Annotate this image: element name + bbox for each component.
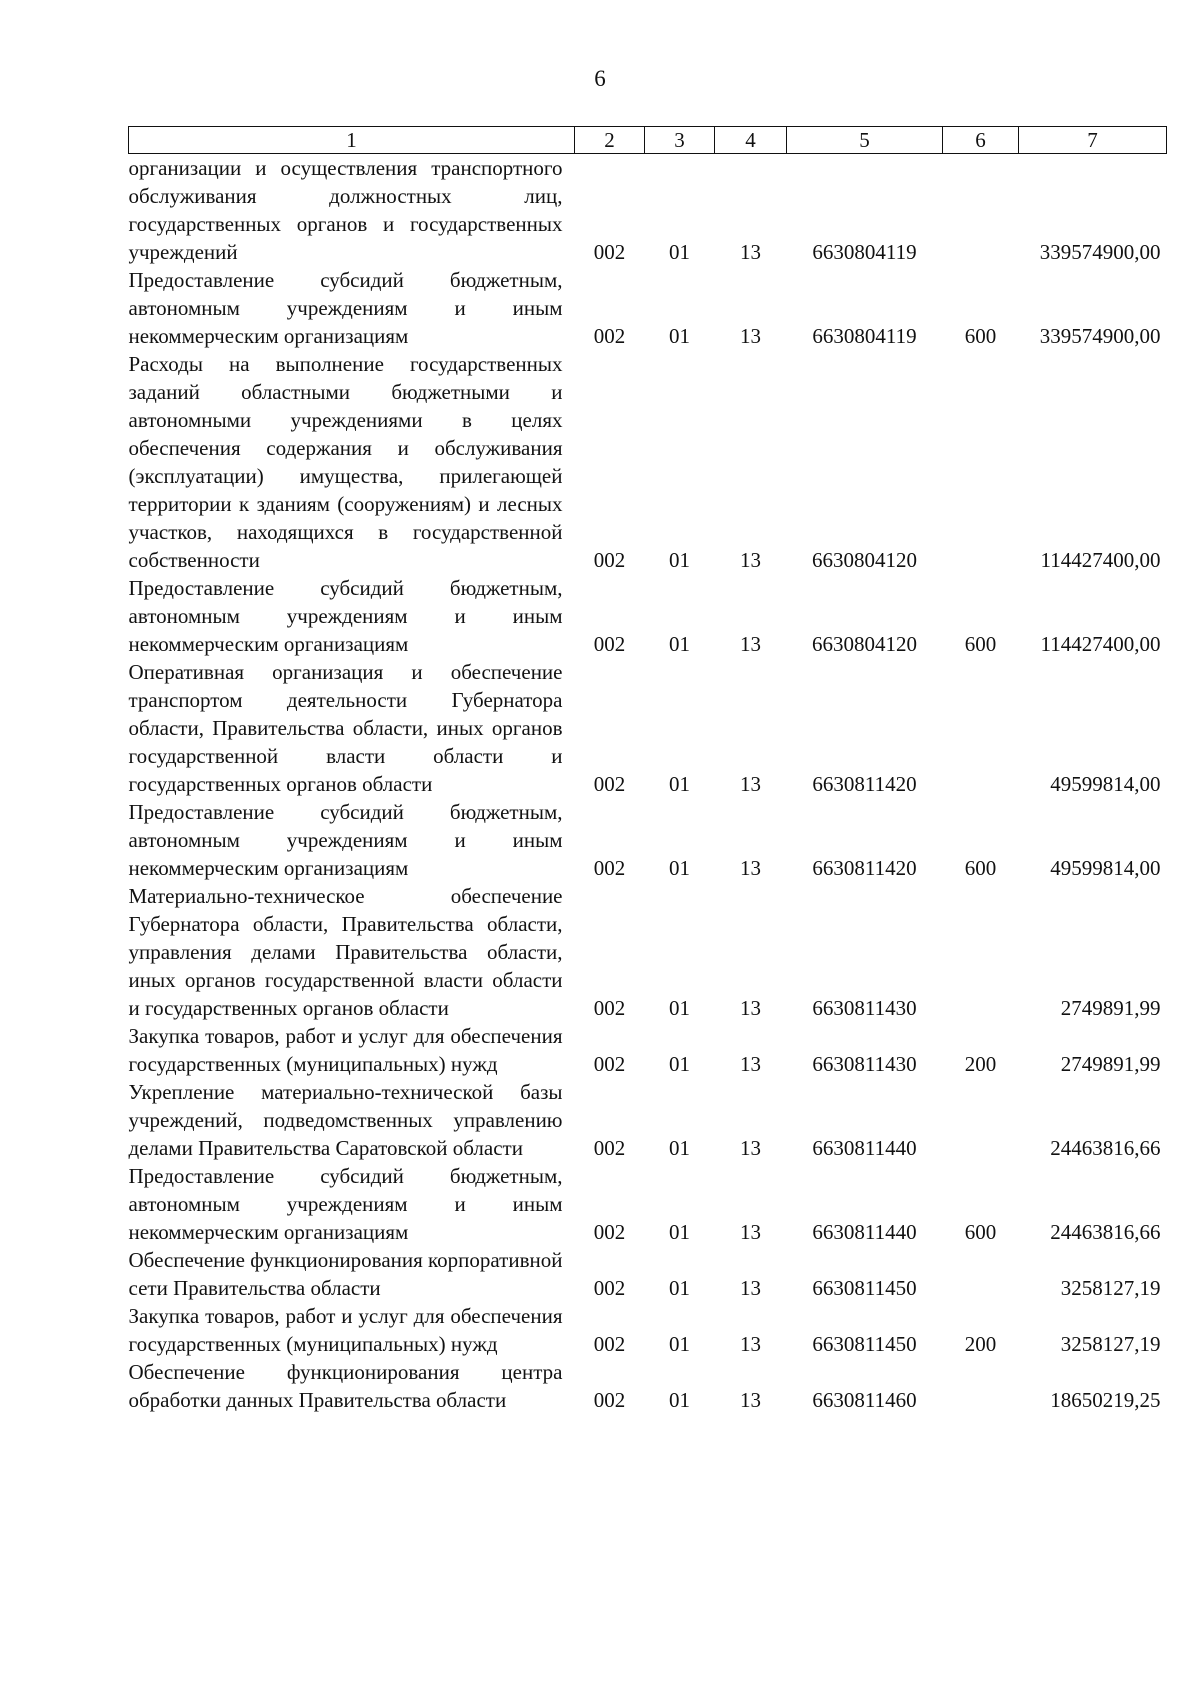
row-subsection-code: 13 (740, 1276, 761, 1300)
row-subsection-code: 13 (740, 1388, 761, 1412)
row-department-code: 002 (593, 1220, 626, 1244)
table-row (129, 1162, 1167, 1246)
row-target-article: 6630804119 (812, 240, 917, 264)
row-amount: 2749891,99 (1060, 1052, 1161, 1076)
table-row (129, 1078, 1167, 1162)
row-expense-type (943, 658, 1019, 798)
row-subsection-code: 13 (740, 1136, 761, 1160)
row-section-code: 01 (669, 996, 690, 1020)
row-target-article: 6630811440 (812, 1220, 917, 1244)
table-row (129, 798, 1167, 882)
row-amount: 2749891,99 (1060, 996, 1161, 1020)
table-row (129, 1302, 1167, 1358)
row-amount: 339574900,00 (1039, 324, 1161, 348)
row-section-code: 01 (669, 324, 690, 348)
row-subsection-code: 13 (740, 548, 761, 572)
row-target-article: 6630804120 (812, 548, 917, 572)
row-amount: 18650219,25 (1050, 1388, 1161, 1412)
row-target-article: 6630811440 (812, 1136, 917, 1160)
header-col-1: 1 (129, 127, 575, 154)
row-subsection-code: 13 (740, 1052, 761, 1076)
table-row (129, 882, 1167, 1022)
header-col-2: 2 (575, 127, 645, 154)
row-amount: 24463816,66 (1050, 1220, 1161, 1244)
row-target-article: 6630804119 (812, 324, 917, 348)
row-description: Обеспечение функционирования центра обработки данных Правительства области (128, 1360, 563, 1412)
row-expense-type (943, 154, 1019, 267)
row-target-article: 6630811450 (812, 1276, 917, 1300)
row-target-article: 6630811430 (812, 996, 917, 1020)
row-department-code: 002 (593, 1276, 626, 1300)
row-section-code: 01 (669, 1276, 690, 1300)
row-department-code: 002 (593, 1052, 626, 1076)
row-amount: 49599814,00 (1050, 856, 1161, 880)
row-section-code: 01 (669, 548, 690, 572)
row-expense-type (943, 1246, 1019, 1302)
row-description: Предоставление субсидий бюджетным, автономным учреждениям и иным некоммерческим организациям (128, 800, 563, 880)
row-subsection-code: 13 (740, 996, 761, 1020)
table-header (129, 127, 1167, 154)
row-expense-type: 600 (964, 632, 997, 656)
row-description: Предоставление субсидий бюджетным, автономным учреждениям и иным некоммерческим организациям (128, 268, 563, 348)
row-description: Оперативная организация и обеспечение транспортом деятельности Губернатора области, Правительства области, иных органов государственной власти области и государственных органов области (128, 660, 563, 796)
row-amount: 49599814,00 (1050, 772, 1161, 796)
row-department-code: 002 (593, 996, 626, 1020)
row-expense-type (943, 1358, 1019, 1414)
header-row (129, 127, 1167, 154)
header-col-4: 4 (715, 127, 787, 154)
row-section-code: 01 (669, 1220, 690, 1244)
row-subsection-code: 13 (740, 1220, 761, 1244)
row-subsection-code: 13 (740, 1332, 761, 1356)
table-row (129, 1022, 1167, 1078)
row-description: Предоставление субсидий бюджетным, автономным учреждениям и иным некоммерческим организациям (128, 1164, 563, 1244)
row-description: Закупка товаров, работ и услуг для обеспечения государственных (муниципальных) нужд (128, 1304, 563, 1356)
row-description: организации и осуществления транспортного обслуживания должностных лиц, государственных органов и государственных учреждений (128, 156, 563, 264)
budget-table (128, 126, 1167, 1414)
row-section-code: 01 (669, 240, 690, 264)
row-description: Закупка товаров, работ и услуг для обеспечения государственных (муниципальных) нужд (128, 1024, 563, 1076)
row-subsection-code: 13 (740, 240, 761, 264)
row-target-article: 6630811420 (812, 772, 917, 796)
row-expense-type: 200 (964, 1332, 997, 1356)
table-row (129, 266, 1167, 350)
row-department-code: 002 (593, 856, 626, 880)
header-col-6: 6 (943, 127, 1019, 154)
row-expense-type (943, 350, 1019, 574)
row-section-code: 01 (669, 632, 690, 656)
row-department-code: 002 (593, 548, 626, 572)
header-col-5: 5 (787, 127, 943, 154)
page-number: 6 (594, 66, 606, 91)
row-amount: 24463816,66 (1050, 1136, 1161, 1160)
row-target-article: 6630811420 (812, 856, 917, 880)
row-expense-type: 600 (964, 1220, 997, 1244)
row-target-article: 6630811460 (812, 1388, 917, 1412)
row-section-code: 01 (669, 1388, 690, 1412)
row-target-article: 6630804120 (812, 632, 917, 656)
row-target-article: 6630811450 (812, 1332, 917, 1356)
row-section-code: 01 (669, 1332, 690, 1356)
table-row (129, 574, 1167, 658)
row-subsection-code: 13 (740, 632, 761, 656)
row-section-code: 01 (669, 1136, 690, 1160)
table-row (129, 350, 1167, 574)
row-description: Расходы на выполнение государственных заданий областными бюджетными и автономными учреждениями в целях обеспечения содержания и обслуживания (эксплуатации) имущества, прилегающей территории к зданиям (сооружениям) и лесных участков, находящихся в государственной собственности (128, 352, 563, 572)
row-expense-type (943, 1078, 1019, 1162)
table-row (129, 1358, 1167, 1414)
row-section-code: 01 (669, 1052, 690, 1076)
row-description: Обеспечение функционирования корпоративной сети Правительства области (128, 1248, 563, 1300)
row-department-code: 002 (593, 240, 626, 264)
row-description: Предоставление субсидий бюджетным, автономным учреждениям и иным некоммерческим организациям (128, 576, 563, 656)
row-target-article: 6630811430 (812, 1052, 917, 1076)
row-amount: 114427400,00 (1040, 632, 1161, 656)
row-department-code: 002 (593, 772, 626, 796)
table-row (129, 658, 1167, 798)
row-amount: 114427400,00 (1040, 548, 1161, 572)
row-department-code: 002 (593, 324, 626, 348)
row-description: Материально-техническое обеспечение Губернатора области, Правительства области, управления делами Правительства области, иных органов государственной власти области и государственных органов области (128, 884, 563, 1020)
row-subsection-code: 13 (740, 772, 761, 796)
row-expense-type: 200 (964, 1052, 997, 1076)
row-subsection-code: 13 (740, 324, 761, 348)
row-section-code: 01 (669, 856, 690, 880)
row-amount: 339574900,00 (1039, 240, 1161, 264)
row-department-code: 002 (593, 1136, 626, 1160)
row-expense-type (943, 882, 1019, 1022)
row-expense-type: 600 (964, 324, 997, 348)
row-subsection-code: 13 (740, 856, 761, 880)
table-row (129, 1246, 1167, 1302)
row-description: Укрепление материально-технической базы учреждений, подведомственных управлению делами Правительства Саратовской области (128, 1080, 563, 1160)
header-col-3: 3 (645, 127, 715, 154)
row-amount: 3258127,19 (1060, 1332, 1161, 1356)
table-body (129, 154, 1167, 1415)
row-section-code: 01 (669, 772, 690, 796)
row-department-code: 002 (593, 632, 626, 656)
header-col-7: 7 (1019, 127, 1167, 154)
row-department-code: 002 (593, 1332, 626, 1356)
row-department-code: 002 (593, 1388, 626, 1412)
row-amount: 3258127,19 (1060, 1276, 1161, 1300)
row-expense-type: 600 (964, 856, 997, 880)
table-row (129, 154, 1167, 267)
